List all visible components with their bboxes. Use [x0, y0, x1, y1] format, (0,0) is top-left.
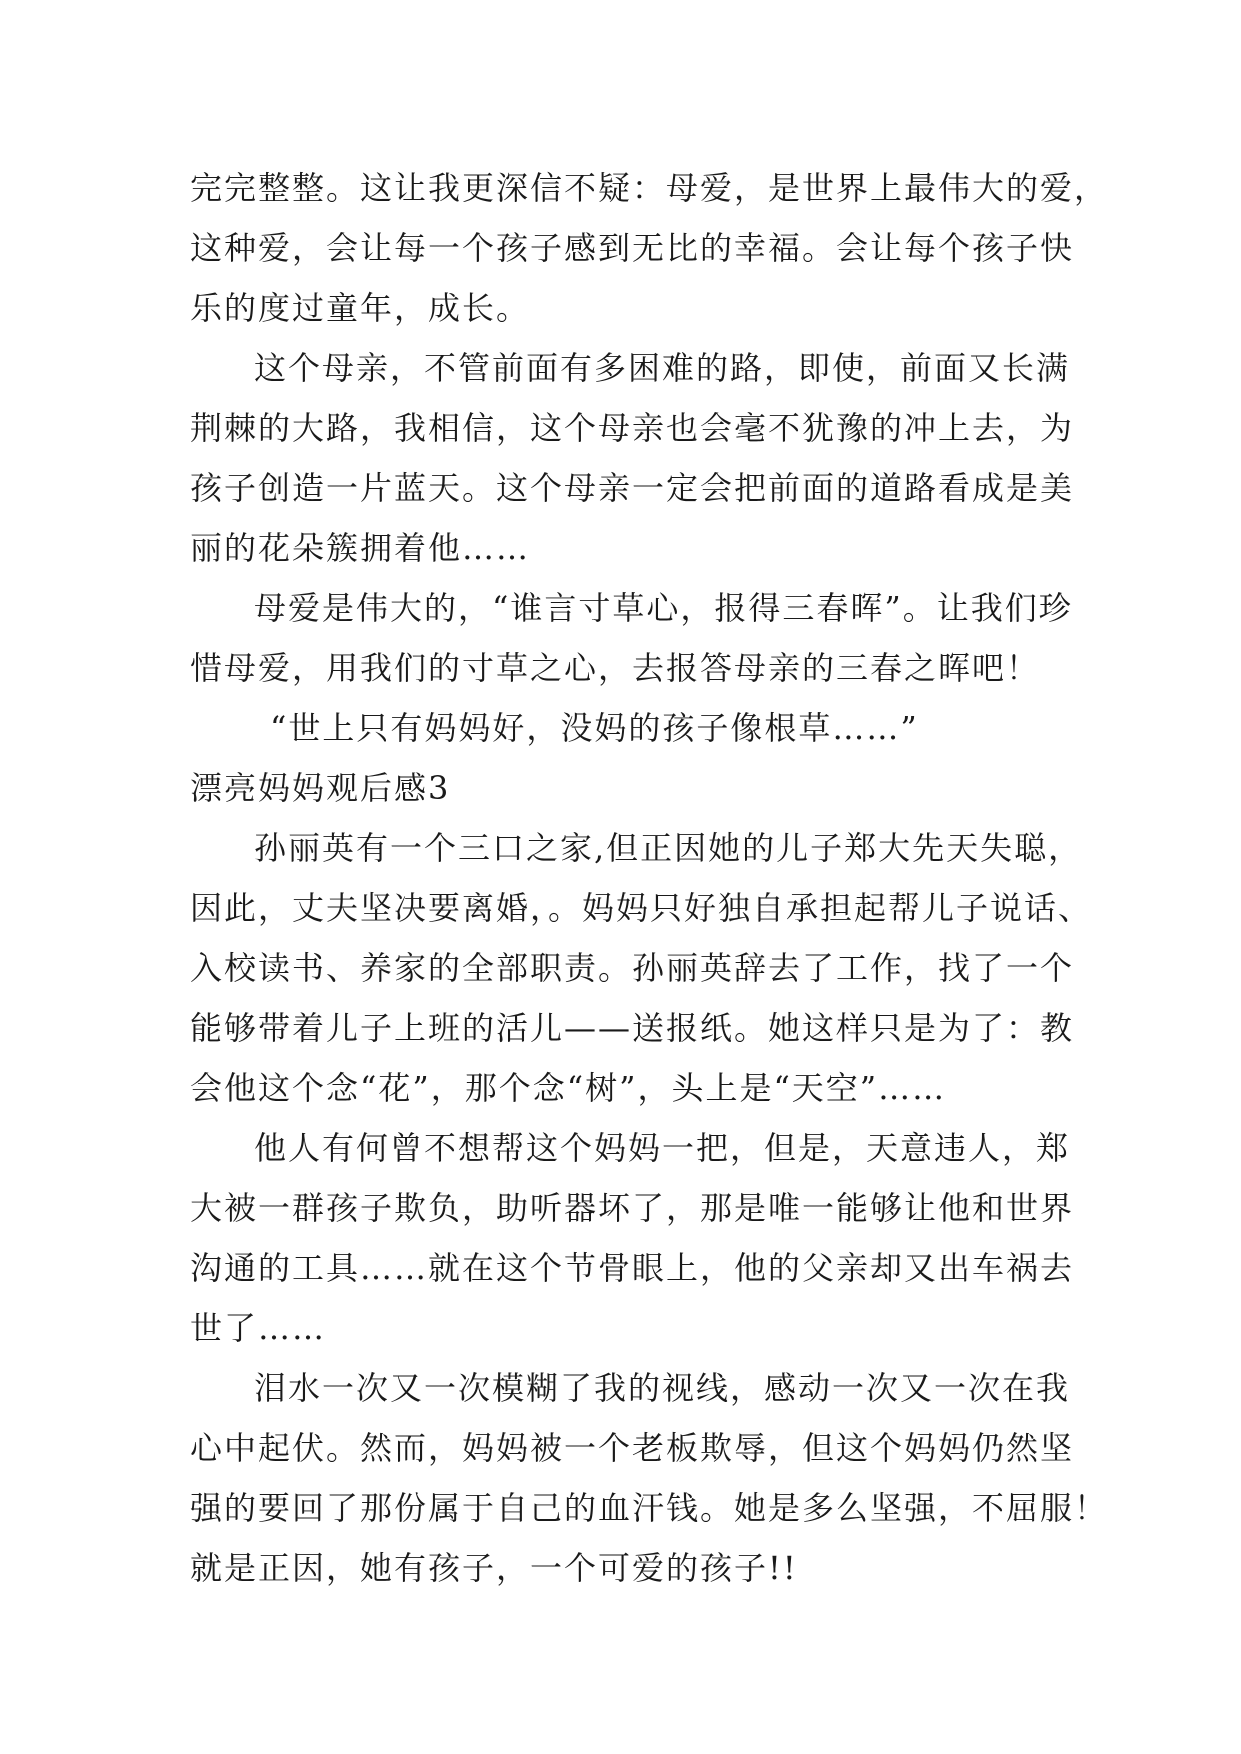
text-line: 入校读书、养家的全部职责。孙丽英辞去了工作，找了一个: [190, 949, 1075, 987]
text-line: 丽的花朵簇拥着他……: [190, 529, 531, 567]
text-line: 强的要回了那份属于自己的血汗钱。她是多么坚强，不屈服！: [190, 1489, 1109, 1527]
text-line: 孙丽英有一个三口之家,但正因她的儿子郑大先天失聪，: [254, 829, 1083, 867]
paragraph-1: [190, 158, 1109, 338]
text-line: 泪水一次又一次模糊了我的视线，感动一次又一次在我: [254, 1369, 1071, 1407]
text-line: 他人有何曾不想帮这个妈妈一把，但是，天意违人，郑: [254, 1129, 1071, 1167]
text-line: 荆棘的大路，我相信，这个母亲也会毫不犹豫的冲上去，为: [190, 409, 1075, 447]
paragraph-4: [190, 818, 1093, 1118]
text-line: 就是正因，她有孩子，一个可爱的孩子!!: [190, 1549, 798, 1587]
text-line: 能够带着儿子上班的活儿——送报纸。她这样只是为了：教: [190, 1009, 1075, 1047]
text-line: 孩子创造一片蓝天。这个母亲一定会把前面的道路看成是美: [190, 469, 1075, 507]
text-line: 大被一群孩子欺负，助听器坏了，那是唯一能够让他和世界: [190, 1189, 1075, 1227]
text-line: 心中起伏。然而，妈妈被一个老板欺辱，但这个妈妈仍然坚: [190, 1429, 1075, 1467]
text-line: 乐的度过童年，成长。: [190, 289, 531, 327]
paragraph-5: [190, 1118, 1075, 1358]
paragraph-6: [190, 1358, 1109, 1598]
section-heading: 漂亮妈妈观后感3: [190, 769, 451, 807]
paragraph-2: [190, 338, 1075, 578]
text-line: 惜母爱，用我们的寸草之心，去报答母亲的三春之晖吧！: [190, 649, 1041, 687]
text-line: 会他这个念“花”，那个念“树”，头上是“天空”……: [190, 1069, 947, 1107]
text-line: 沟通的工具……就在这个节骨眼上，他的父亲却又出车祸去: [190, 1249, 1075, 1287]
text-line: 母爱是伟大的，“谁言寸草心，报得三春晖”。让我们珍: [254, 589, 1073, 627]
text-line: 这个母亲，不管前面有多困难的路，即使，前面又长满: [254, 349, 1071, 387]
text-line: 世了……: [190, 1309, 327, 1347]
text-line: 完完整整。这让我更深信不疑：母爱，是世界上最伟大的爱，: [190, 169, 1109, 207]
document-body: [190, 158, 1109, 1598]
text-line: 因此，丈夫坚决要离婚，。妈妈只好独自承担起帮儿子说话、: [190, 889, 1093, 927]
paragraph-3: [190, 578, 1073, 698]
text-line: 这种爱，会让每一个孩子感到无比的幸福。会让每个孩子快: [190, 229, 1075, 267]
quote-paragraph: [190, 698, 1050, 758]
text-line: “世上只有妈妈好，没妈的孩子像根草……”: [270, 709, 919, 747]
